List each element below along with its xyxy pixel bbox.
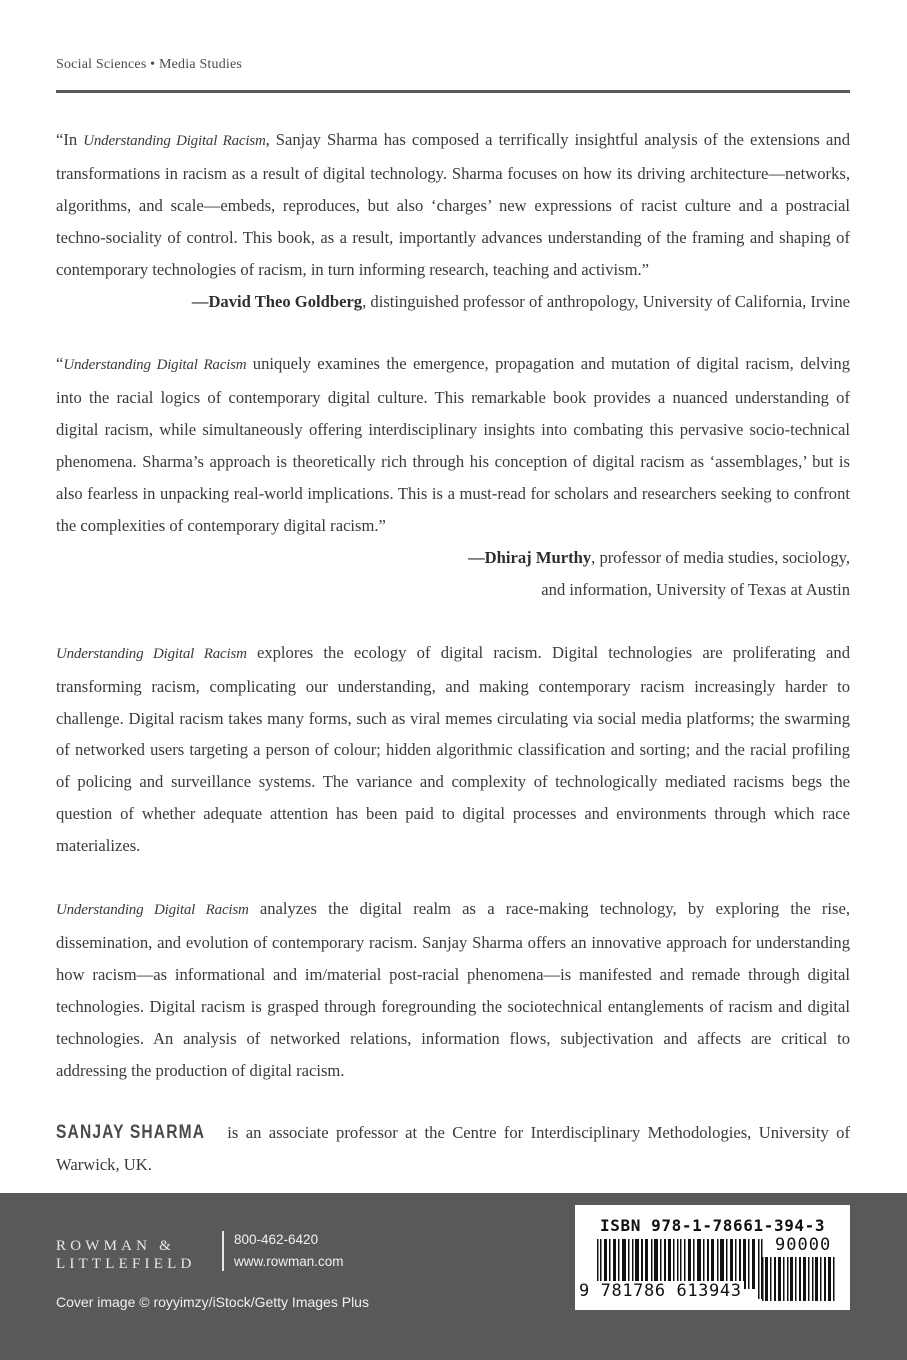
blurb-goldberg: “In Understanding Digital Racism, Sanjay Sharma has composed a terrifically insightful analysis of the extensions and transformations in racism as a result of digital technology. Sharma focuses on how its driving architecture—networks, algorithms, and scale—embeds, reproduces, but also ‘charges’ new expressions of racist culture and a postracial techno-sociality of control. This book, as a result, importantly advances understanding of the framing and shaping of contemporary technologies of racism, in turn informing research, teaching and activism.” bbox=[56, 130, 851, 279]
header-divider bbox=[56, 90, 850, 93]
attribution-murthy-line2: and information, University of Texas at Austin bbox=[541, 579, 850, 599]
book-title: Understanding Digital Racism bbox=[56, 902, 249, 919]
blurb-murthy: “Understanding Digital Racism uniquely examines the emergence, propagation and mutation of digital racism, delving into the racial logics of contemporary digital culture. This remarkable book provides a nuanced understanding of digital racism, while simultaneously offering interdisciplinary insights into combating this pervasive socio-technical phenomena. Sharma’s approach is theoretically rich through his conception of digital racism as ‘assemblages,’ but is also fearless in unpacking real-world implications. This is a must-read for scholars and researchers seeking to confront the complexities of contemporary digital racism.” bbox=[56, 354, 850, 535]
website-link: www.rowman.com bbox=[234, 1254, 344, 1269]
category-label: Social Sciences • Media Studies bbox=[56, 57, 243, 72]
reviewer-name: —David Theo Goldberg bbox=[191, 291, 363, 311]
reviewer-name: —Dhiraj Murthy bbox=[468, 547, 592, 567]
attribution-goldberg: —David Theo Goldberg, distinguished professor of anthropology, University of California, Irvine bbox=[191, 291, 850, 311]
author-bio: SANJAY SHARMA is an associate professor at the Centre for Interdisciplinary Methodologies, University of Warwick, UK. bbox=[56, 1117, 850, 1181]
addon-barcode-icon bbox=[762, 1257, 838, 1301]
book-title: Understanding Digital Racism bbox=[63, 357, 247, 374]
isbn-barcode bbox=[575, 1205, 850, 1310]
author-name: SANJAY SHARMA bbox=[56, 1122, 206, 1144]
addon-price-code: 90000 bbox=[775, 1235, 832, 1255]
phone-number: 800-462-6420 bbox=[234, 1232, 319, 1247]
publisher-divider bbox=[222, 1231, 224, 1271]
publisher-contact bbox=[234, 1229, 344, 1273]
description-paragraph-2: Understanding Digital Racism analyzes the digital realm as a race-making technology, by exploring the rise, dissemination, and evolution of contemporary racism. Sanjay Sharma offers an innovative approach for understanding how racism—as informational and im/material post-racial phenomena—is manifested and remade through digital technologies. Digital racism is grasped through foregrounding the sociotechnical entanglements of racism and digital technologies. An analysis of networked relations, information flows, subjectivation and affects are critical to addressing the production of digital racism. bbox=[56, 899, 850, 1080]
description-paragraph-1: Understanding Digital Racism explores the ecology of digital racism. Digital technologies are proliferating and transforming racism, complicating our understanding, and making contemporary racism increasingly harder to challenge. Digital racism takes many forms, such as viral memes circulating via social media platforms; the swarming of networked users targeting a person of colour; hidden algorithmic classification and sorting; and the racial profiling of policing and surveillance systems. The variance and complexity of technologically mediated racisms begs the question of whether adequate attention has been paid to digital processes and environments through which race materializes. bbox=[56, 642, 851, 856]
cover-image-credit: Cover image © royyimzy/iStock/Getty Images Plus bbox=[56, 1294, 369, 1310]
book-title: Understanding Digital Racism bbox=[83, 133, 266, 149]
book-title: Understanding Digital Racism bbox=[56, 645, 247, 662]
footer-band bbox=[0, 1193, 907, 1360]
ean-number: 9 781786 613943 bbox=[579, 1281, 742, 1301]
back-cover-content bbox=[56, 124, 850, 1181]
isbn-label: ISBN 978-1-78661-394-3 bbox=[600, 1216, 826, 1235]
publisher-logo: ROWMAN & LITTLEFIELD bbox=[56, 1238, 196, 1272]
attribution-murthy: —Dhiraj Murthy, professor of media studies, sociology, bbox=[468, 547, 850, 567]
